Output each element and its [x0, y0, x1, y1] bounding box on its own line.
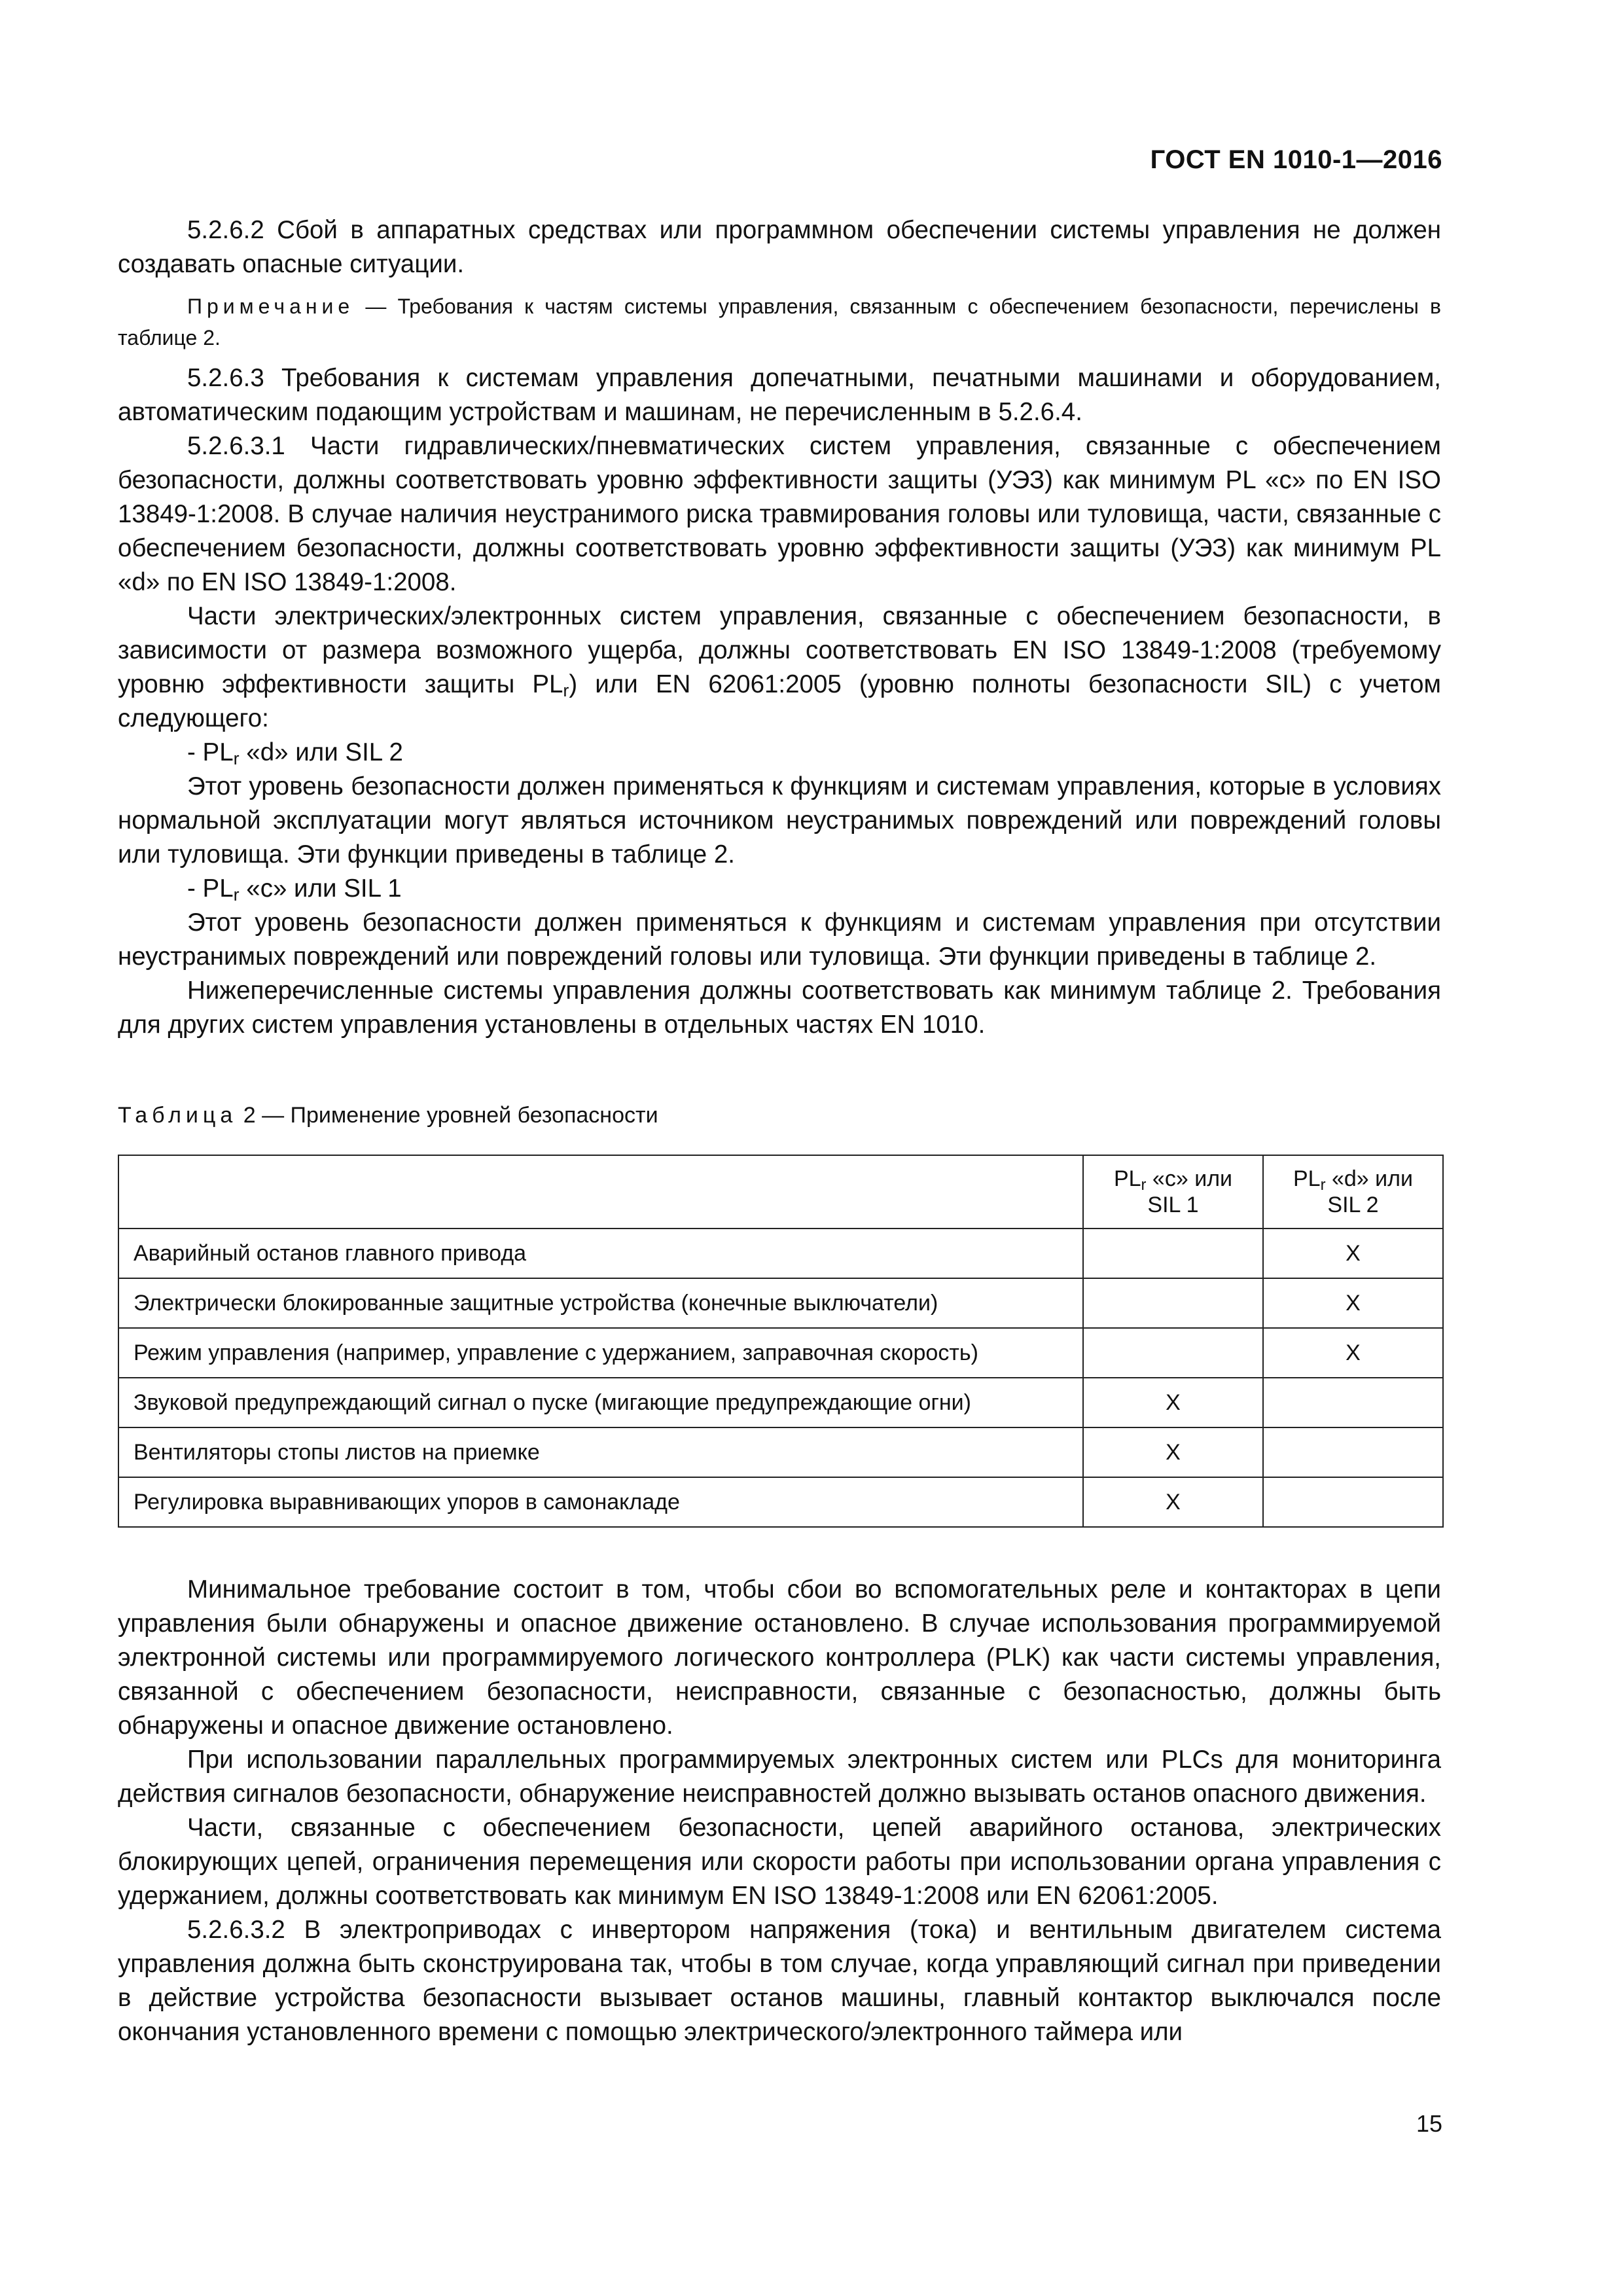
list-item-pl-c: - $PL_r$ «c» или SIL 1 [187, 874, 402, 905]
standard-code-header: ГОСТ EN 1010-1—2016 [1150, 145, 1442, 174]
header-pl-d: $PL_r$ «d» или SIL 2 [1263, 1155, 1443, 1229]
cell-pl-d: X [1263, 1328, 1443, 1378]
cell-pl-d: X [1263, 1278, 1443, 1328]
paragraph-parallel-plc: При использовании параллельных программируемых электронных систем или PLCs для мониторинга действия сигналов безопасности, обнаружение неисправностей должно вызывать останов опасного движения. [118, 1746, 1441, 1808]
cell-pl-c [1083, 1328, 1263, 1378]
header-empty-cell [118, 1155, 1083, 1229]
cell-pl-c: X [1083, 1477, 1263, 1527]
paragraph-5-2-6-3: 5.2.6.3 Требования к системам управления допечатными, печатными машинами и оборудованием, автоматическим подающим устройствам и машинам, не перечисленным в 5.2.6.4. [118, 364, 1441, 426]
table-row [118, 1477, 1443, 1527]
note-label: Примечание [187, 295, 355, 318]
safety-levels-table [118, 1155, 1444, 1528]
paragraph-minimum-requirement: Минимальное требование состоит в том, чтобы сбои во вспомогательных реле и контакторах в цепи управления были обнаружены и опасное движение остановлено. В случае использования программируемой электронной системы или программируемого логического контроллера (PLK) как части системы управления, связанной с обеспечением безопасности, неисправности, связанные с безопасностью, должны быть обнаружены и опасное движение остановлено. [118, 1575, 1441, 1740]
cell-pl-d [1263, 1427, 1443, 1477]
list-item-pl-d: - $PL_r$ «d» или SIL 2 [187, 738, 403, 768]
paragraph-safety-parts: Части, связанные с обеспечением безопасности, цепей аварийного останова, электрических блокирующих цепей, ограничения перемещения или скорости работы при использовании органа управления с удержанием, должны соответствовать как минимум EN ISO 13849-1:2008 или EN 62061:2005. [118, 1814, 1441, 1910]
note [118, 291, 1441, 353]
note-text: — Требования к частям системы управления, связанным с обеспечением безопасности, перечислены в таблице 2. [118, 295, 1441, 350]
row-label: Звуковой предупреждающий сигнал о пуске (мигающие предупреждающие огни) [118, 1378, 1083, 1427]
paragraph-electrical-parts: Части электрических/электронных систем управления, связанные с обеспечением безопасности, в зависимости от размера возможного ущерба, должны соответствовать EN ISO 13849-1:2008 (требуемому уровню эффективности защиты $PL_r$) или EN 62061:2005 (уровню полноты безопасности SIL) с учетом следующего: [118, 602, 1441, 732]
cell-pl-c [1083, 1278, 1263, 1328]
paragraph-table-reference: Нижеперечисленные системы управления должны соответствовать как минимум таблице 2. Требования для других систем управления установлены в отдельных частях EN 1010. [118, 977, 1441, 1039]
table-caption [118, 1102, 658, 1128]
cell-pl-d [1263, 1378, 1443, 1427]
paragraph-5-2-6-3-1: 5.2.6.3.1 Части гидравлических/пневматических систем управления, связанные с обеспечением безопасности, должны соответствовать уровню эффективности защиты (УЭЗ) как минимум PL «c» по EN ISO 13849-1:2008. В случае наличия неустранимого риска травмирования головы или туловища, части, связанные с обеспечением безопасности, должны соответствовать уровню эффективности защиты (УЭЗ) как минимум PL «d» по EN ISO 13849-1:2008. [118, 432, 1441, 596]
cell-pl-c: X [1083, 1378, 1263, 1427]
paragraph-5-2-6-3-2: 5.2.6.3.2 В электроприводах с инвертором напряжения (тока) и вентильным двигателем система управления должна быть сконструирована так, чтобы в том случае, когда управляющий сигнал при приведении в действие устройства безопасности вызывает останов машины, главный контактор выключался после окончания установленного времени с помощью электрического/электронного таймера или [118, 1916, 1441, 2046]
paragraph-level-d: Этот уровень безопасности должен применяться к функциям и системам управления, которые в условиях нормальной эксплуатации могут являться источником неустранимых повреждений или повреждений головы или туловища. Эти функции приведены в таблице 2. [118, 772, 1441, 869]
row-label: Вентиляторы стопы листов на приемке [118, 1427, 1083, 1477]
row-label: Электрически блокированные защитные устройства (конечные выключатели) [118, 1278, 1083, 1328]
paragraph-5-2-6-2: 5.2.6.2 Сбой в аппаратных средствах или программном обеспечении системы управления не должен создавать опасные ситуации. [118, 216, 1441, 278]
header-pl-c: $PL_r$ «c» или SIL 1 [1083, 1155, 1263, 1229]
table-row [118, 1378, 1443, 1427]
page-number: 15 [1416, 2110, 1442, 2137]
section-b [118, 1573, 1441, 2049]
row-label: Аварийный останов главного привода [118, 1229, 1083, 1278]
row-label: Режим управления (например, управление с удержанием, заправочная скорость) [118, 1328, 1083, 1378]
cell-pl-c [1083, 1229, 1263, 1278]
table-row [118, 1328, 1443, 1378]
table-caption-label: Таблица [118, 1103, 238, 1128]
table-row [118, 1278, 1443, 1328]
table-caption-text: 2 — Применение уровней безопасности [237, 1103, 658, 1128]
table-header-row [118, 1155, 1443, 1229]
section-a [118, 213, 1441, 1042]
paragraph-level-c: Этот уровень безопасности должен применяться к функциям и системам управления при отсутствии неустранимых повреждений или повреждений головы или туловища. Эти функции приведены в таблице 2. [118, 908, 1441, 971]
table-row [118, 1427, 1443, 1477]
cell-pl-c: X [1083, 1427, 1263, 1477]
row-label: Регулировка выравнивающих упоров в самонакладе [118, 1477, 1083, 1527]
cell-pl-d: X [1263, 1229, 1443, 1278]
cell-pl-d [1263, 1477, 1443, 1527]
table-row [118, 1229, 1443, 1278]
